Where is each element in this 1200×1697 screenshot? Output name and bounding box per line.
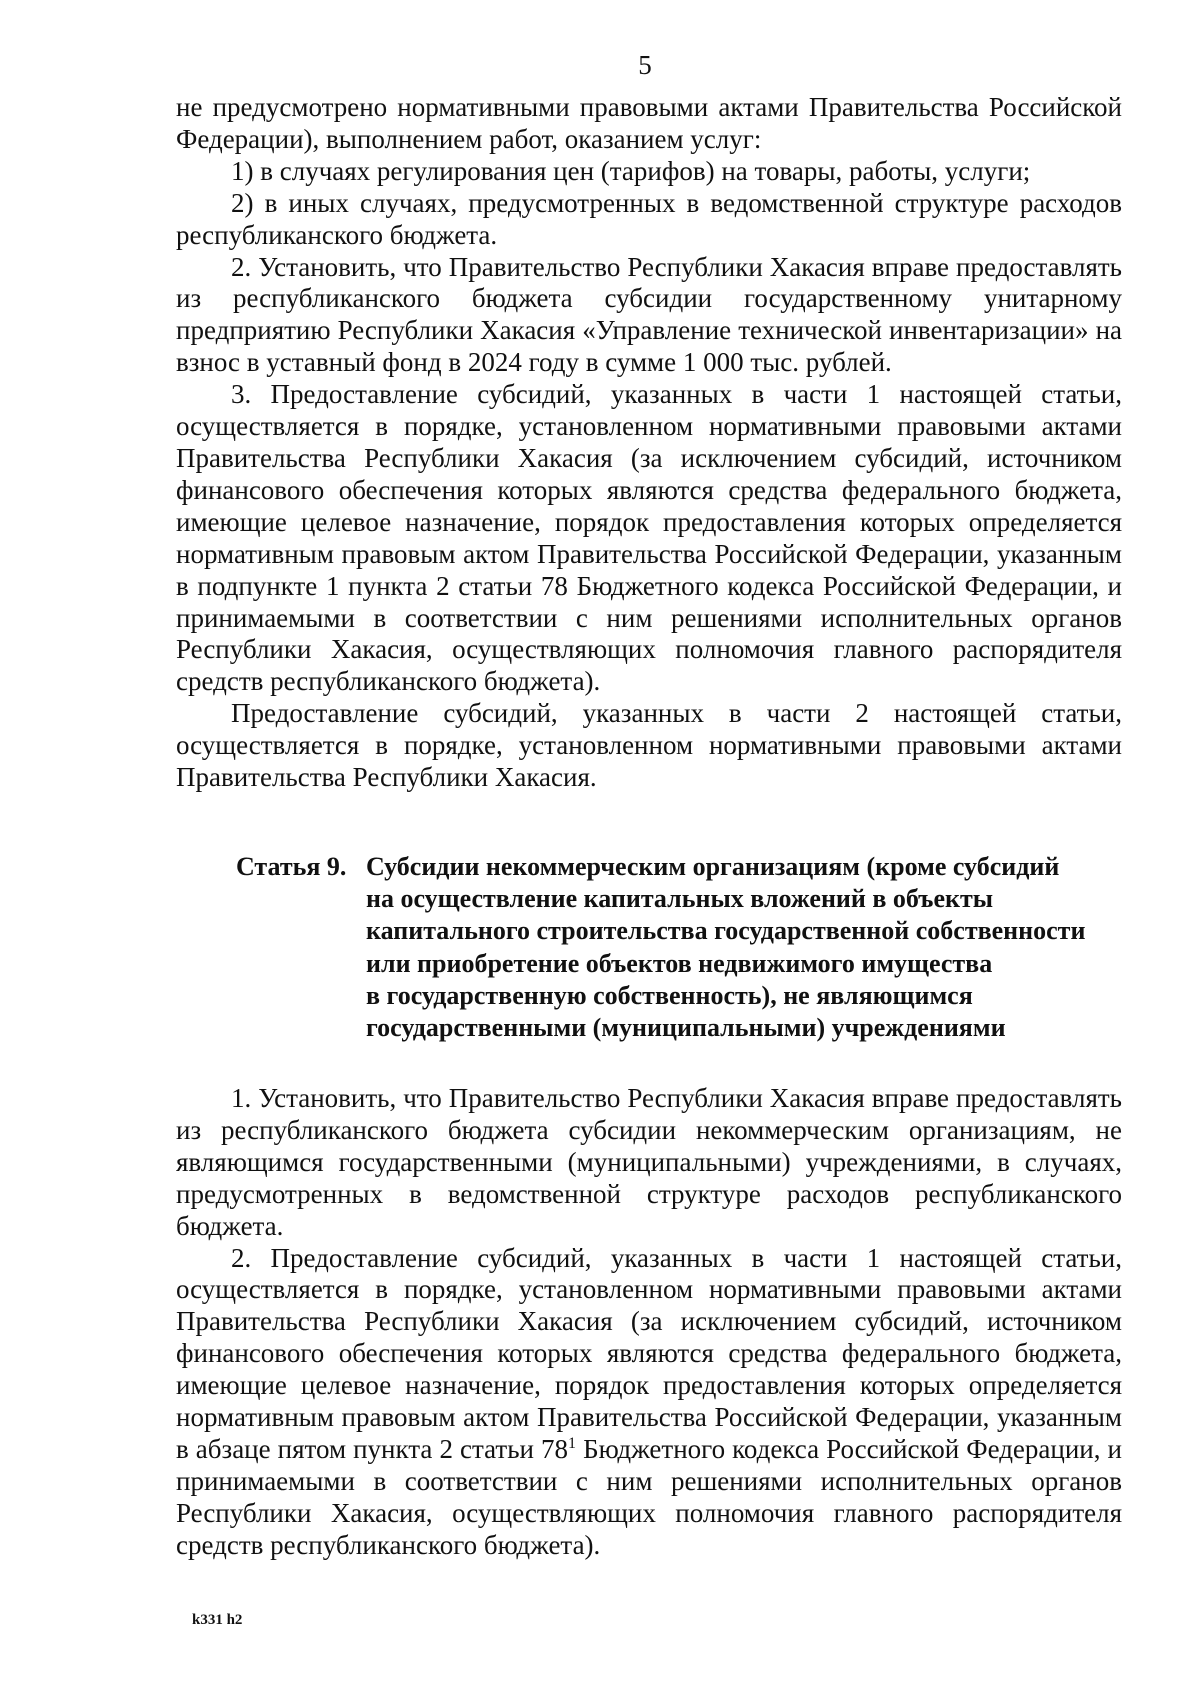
article-title-line: государственными (муниципальными) учреждениями — [366, 1013, 1006, 1043]
article-9-part-2 — [176, 1243, 1122, 1562]
body-text-top — [176, 92, 1122, 794]
paragraph-continuation: не предусмотрено нормативными правовыми актами Правительства Российской Федерации), выполнением работ, оказанием услуг: — [176, 92, 1122, 154]
article-9-part-1: 1. Установить, что Правительство Республики Хакасия вправе предоставлять из республиканского бюджета субсидии некоммерческим организациям, не являющимся государственными (муниципальными) учреждениями, в случаях, предусмотренных в ведомственной структуре расходов республиканского бюджета. — [176, 1083, 1122, 1241]
article-label: Статья 9. — [236, 852, 347, 881]
paragraph-part-2: 2. Установить, что Правительство Республики Хакасия вправе предоставлять из республиканского бюджета субсидии государственному унитарному предприятию Республики Хакасия «Управление технической инвентаризации» на взнос в уставный фонд в 2024 году в сумме 1 000 тыс. рублей. — [176, 251, 1122, 378]
article-9-heading — [236, 851, 1126, 1044]
part-2-text-continued: Бюджетного кодекса Российской Федерации, и принимаемыми в соответствии с ним решениями исполнительных органов Республики Хакасия, осуществляющих полномочия главного распорядителя средств республиканского бюджета). — [176, 1433, 1123, 1560]
body-text-bottom — [176, 1083, 1122, 1562]
article-title-line: или приобретение объектов недвижимого имущества — [366, 948, 993, 978]
article-superscript: 1 — [568, 1434, 577, 1452]
paragraph-item-2: 2) в иных случаях, предусмотренных в ведомственной структуре расходов республиканского бюджета. — [176, 187, 1122, 250]
article-title — [366, 851, 1126, 1044]
paragraph-item-1: 1) в случаях регулирования цен (тарифов) на товары, работы, услуги; — [231, 155, 1031, 186]
paragraph-part-3-continued: Предоставление субсидий, указанных в части 2 настоящей статьи, осуществляется в порядке, установленном нормативными правовыми актами Правительства Республики Хакасия. — [176, 698, 1122, 793]
article-title-line: на осуществление капитальных вложений в объекты — [366, 884, 994, 914]
page-number: 5 — [638, 50, 652, 80]
part-2-text: 2. Предоставление субсидий, указанных в части 1 настоящей статьи, осуществляется в порядке, установленном нормативными правовыми актами Правительства Республики Хакасия (за исключением субсидий, источником финансового обеспечения которых являются средства федерального бюджета, имеющие целевое назначение, порядок предоставления которых определяется нормативным правовым актом Правительства Российской Федерации, указанным в абзаце пятом пункта 2 статьи 78 — [176, 1242, 1122, 1464]
article-title-line: капитального строительства государственной собственности — [366, 916, 1086, 946]
paragraph-part-3: 3. Предоставление субсидий, указанных в части 1 настоящей статьи, осуществляется в порядке, установленном нормативными правовыми актами Правительства Республики Хакасия (за исключением субсидий, источником финансового обеспечения которых являются средства федерального бюджета, имеющие целевое назначение, порядок предоставления которых определяется нормативным правовым актом Правительства Российской Федерации, указанным в подпункте 1 пункта 2 статьи 78 Бюджетного кодекса Российской Федерации, и принимаемыми в соответствии с ним решениями исполнительных органов Республики Хакасия, осуществляющих полномочия главного распорядителя средств республиканского бюджета). — [176, 379, 1122, 697]
footer-document-code: k331 h2 — [192, 1612, 243, 1628]
article-title-line: Субсидии некоммерческим организациям (кроме субсидий — [366, 852, 1060, 881]
article-title-line: в государственную собственность), не являющимся — [366, 980, 973, 1010]
